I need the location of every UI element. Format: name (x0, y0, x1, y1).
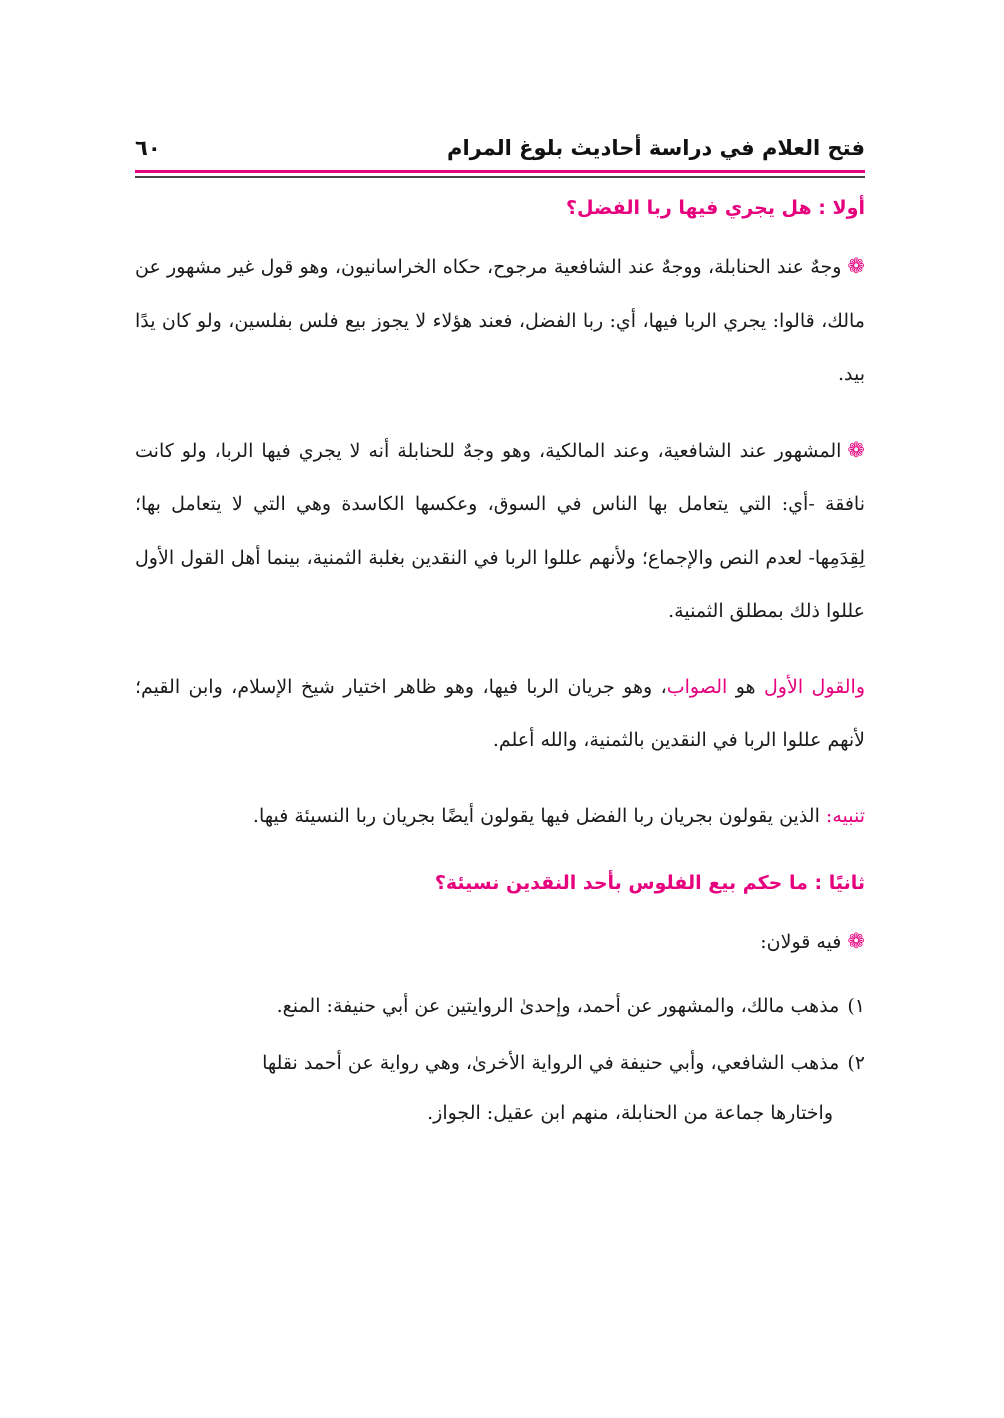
opinions-list (135, 980, 865, 1141)
list-item-continuation: واختارها جماعة من الحنابلة، منهم ابن عقيل: الجواز. (427, 1101, 833, 1124)
header-rule (135, 170, 865, 179)
verdict-label: والقول الأول (764, 675, 866, 698)
list-item-text: مذهب الشافعي، وأبي حنيفة في الرواية الأخرىٰ، وهي رواية عن أحمد نقلها (262, 1052, 840, 1074)
list-item-text: مذهب مالك، والمشهور عن أحمد، وإحدىٰ الروايتين عن أبي حنيفة: المنع. (276, 994, 840, 1017)
note-text: الذين يقولون بجريان ربا الفضل فيها يقولون أيضًا بجريان ربا النسيئة فيها. (252, 804, 826, 827)
running-header (135, 128, 865, 168)
flower-ornament-icon: ❁ (847, 437, 865, 462)
section-heading-second: ثانيًا : ما حكم بيع الفلوس بأحد النقدين نسيئة؟ (434, 872, 865, 894)
list-number: ١) (847, 994, 865, 1017)
list-item (135, 980, 865, 1034)
note-label: تنبيه: (825, 804, 865, 827)
book-page (135, 0, 865, 1418)
paragraph-first-opinion (135, 240, 865, 402)
header-rule-pink (135, 170, 865, 173)
paragraph-verdict (135, 661, 865, 768)
paragraph-text: المشهور عند الشافعية، وعند المالكية، وهو وجهٌ للحنابلة أنه لا يجري فيها الربا، ولو كانت نافقة -أي: التي يتعامل بها الناس في السوق، وعكسها الكاسدة وهي التي لا يتعامل بها؛ لِقِدَمِها- لعدم النص والإجماع؛ ولأنهم عللوا الربا في النقدين بغلبة الثمنية، بينما أهل القول الأول عللوا ذلك بمطلق الثمنية. (135, 439, 865, 622)
list-number: ٢) (847, 1052, 865, 1074)
paragraph-intro (135, 915, 865, 970)
header-rule-dark (135, 176, 865, 178)
page-content (135, 190, 865, 1144)
flower-ornament-icon: ❁ (847, 254, 865, 278)
section-heading-first: أولا : هل يجري فيها ربا الفضل؟ (565, 197, 865, 219)
paragraph-note (135, 790, 865, 844)
verdict-correct: الصواب (666, 675, 728, 698)
verdict-mid: هو (727, 675, 764, 698)
flower-ornament-icon: ❁ (847, 929, 865, 953)
page-number: ٦٠ (135, 136, 161, 160)
paragraph-text: وجهٌ عند الحنابلة، ووجهٌ عند الشافعية مرجوح، حكاه الخراسانيون، وهو قول غير مشهور عن مالك، قالوا: يجري الربا فيها، أي: ربا الفضل، فعند هؤلاء لا يجوز بيع فلس بفلسين، ولو كان يدًا بيد. (135, 256, 865, 385)
intro-text: فيه قولان: (760, 931, 842, 953)
list-item (135, 1037, 865, 1140)
paragraph-second-opinion (135, 424, 865, 639)
verdict-text: ، وهو جريان الربا فيها، وهو ظاهر اختيار شيخ الإسلام، وابن القيم؛ لأنهم عللوا الربا في النقدين بالثمنية، والله أعلم. (135, 675, 865, 751)
book-title: فتح العلام في دراسة أحاديث بلوغ المرام (447, 136, 865, 160)
